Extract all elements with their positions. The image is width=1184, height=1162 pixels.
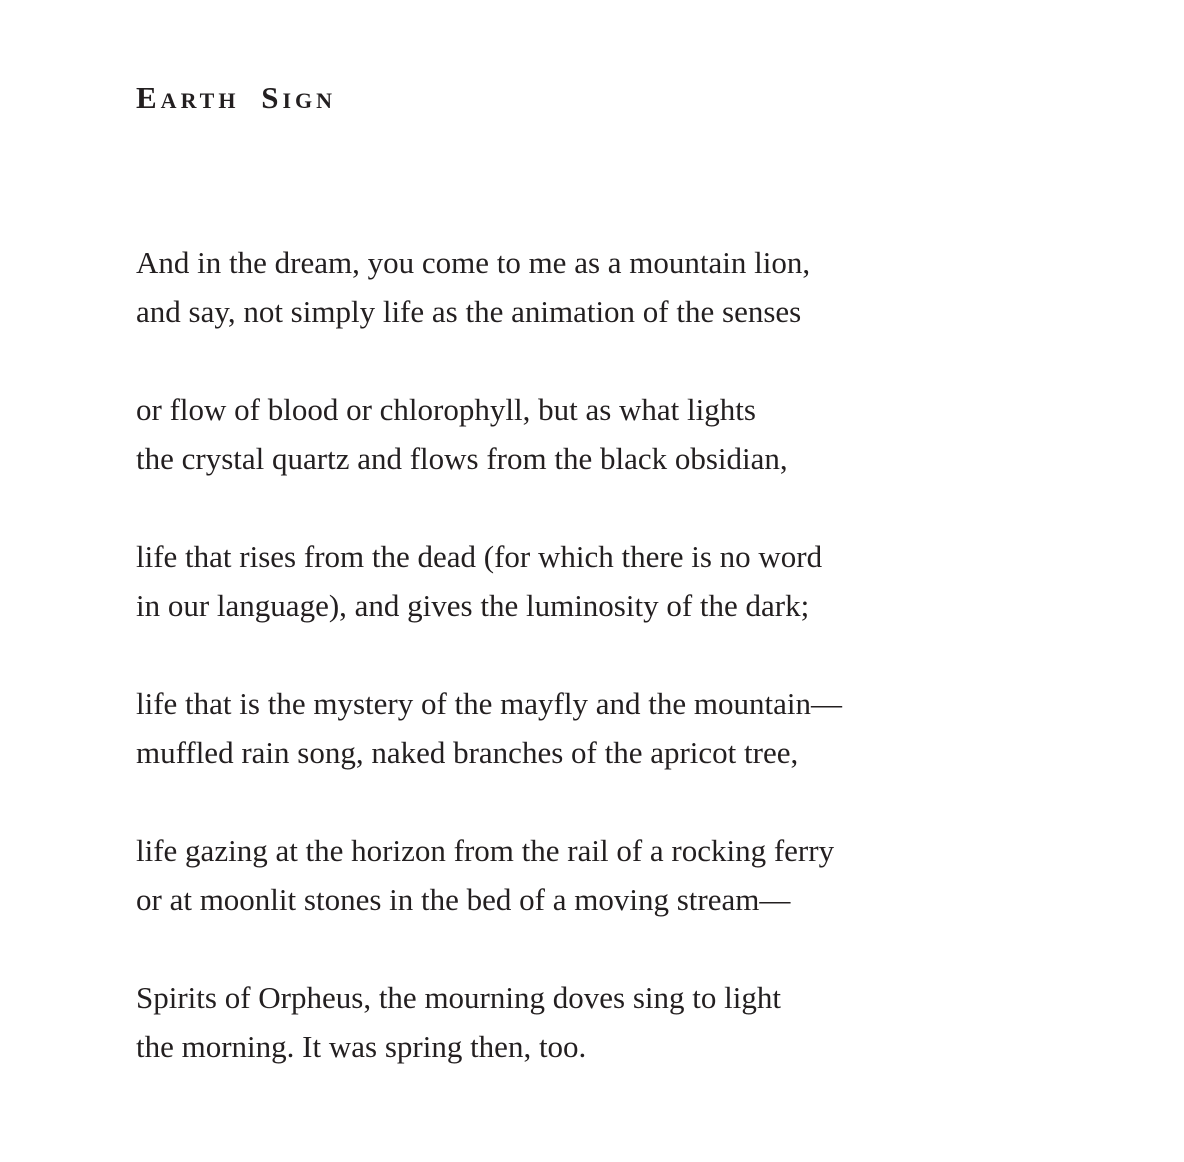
poem-line: the morning. It was spring then, too. [136, 1029, 587, 1064]
stanza [136, 831, 1036, 929]
poem-body [136, 243, 1036, 1125]
stanza [136, 537, 1036, 635]
stanza [136, 684, 1036, 782]
stanza [136, 390, 1036, 488]
poem-line: or flow of blood or chlorophyll, but as what lights [136, 392, 756, 427]
poem-line: and say, not simply life as the animation of the senses [136, 294, 802, 329]
poem-line: life that is the mystery of the mayfly and the mountain— [136, 686, 842, 721]
poem-line: life that rises from the dead (for which there is no word [136, 539, 823, 574]
poem-line: the crystal quartz and flows from the black obsidian, [136, 441, 788, 476]
stanza [136, 978, 1036, 1076]
poem-line: muffled rain song, naked branches of the apricot tree, [136, 735, 799, 770]
poem-title: Earth Sign [136, 80, 337, 115]
poem-line: And in the dream, you come to me as a mountain lion, [136, 245, 811, 280]
poem-line: Spirits of Orpheus, the mourning doves sing to light [136, 980, 781, 1015]
poem-line: life gazing at the horizon from the rail of a rocking ferry [136, 833, 835, 868]
poem-line: in our language), and gives the luminosity of the dark; [136, 588, 810, 623]
poem-line: or at moonlit stones in the bed of a moving stream— [136, 882, 791, 917]
stanza [136, 243, 1036, 341]
